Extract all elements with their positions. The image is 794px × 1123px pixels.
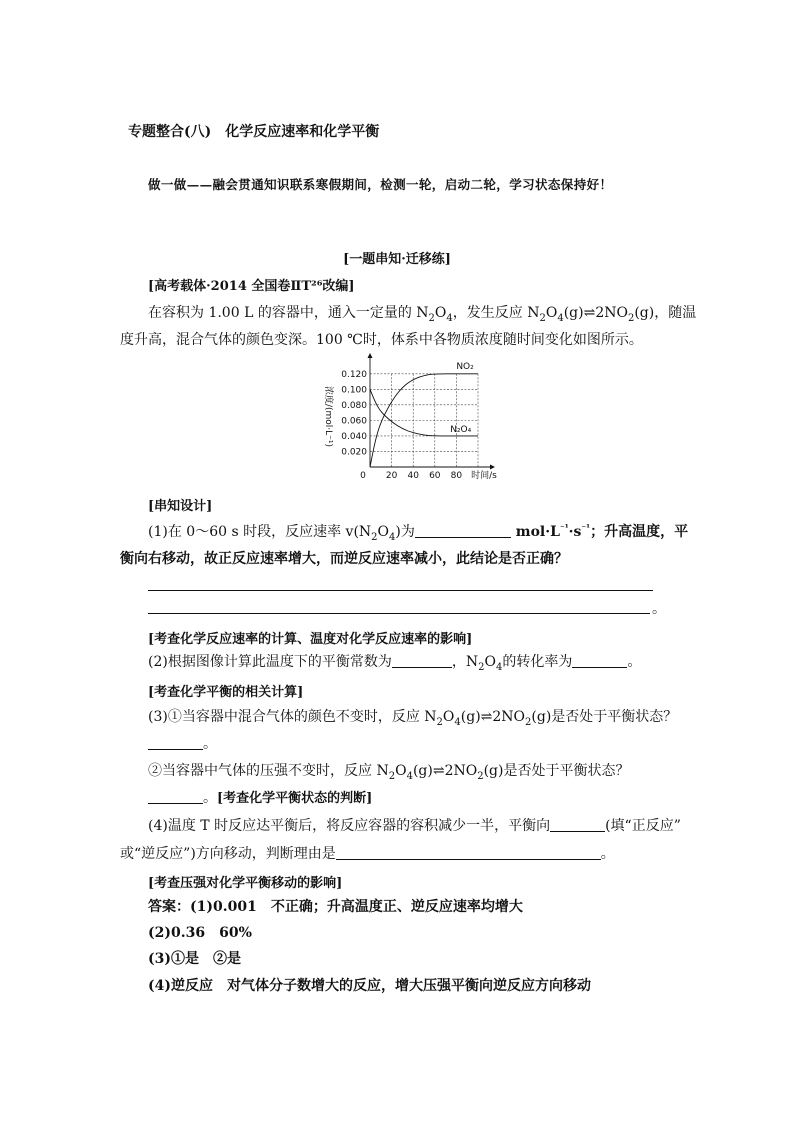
question-4-line-2: 或“逆反应”)方向移动，判断理由是 。 xyxy=(120,846,615,862)
question-3-part-1: (3)①当容器中混合气体的颜色不变时，反应 $N_2O_4(g)\rightleftharpoons 2NO_2(g)$是否处于平衡状态？ xyxy=(148,709,678,728)
answer-4: (4)逆反应 对气体分子数增大的反应，增大压强平衡向逆反应方向移动 xyxy=(148,978,591,994)
answer-blank-4[interactable] xyxy=(148,735,203,750)
concentration-time-chart xyxy=(318,352,508,487)
answer-blank-7[interactable] xyxy=(336,845,601,860)
topic-tag: [考查化学平衡的相关计算] xyxy=(148,685,304,700)
period: 。 xyxy=(652,601,666,617)
answer-line[interactable] xyxy=(148,590,653,591)
intro-line-1: 在容积为 1.00 L 的容器中，通入一定量的 $N_2O_4$，发生反应 $N_2O_4(g)\rightleftharpoons 2NO_2(g)$，随温 xyxy=(148,305,697,324)
question-3-answer-2: 。[考查化学平衡状态的判断] xyxy=(148,787,372,807)
question-3-part-2: ②当容器中气体的压强不变时，反应 $N_2O_4(g)\rightleftharpoons 2NO_2(g)$是否处于平衡状态？ xyxy=(148,763,630,782)
x-tick-label: 20 xyxy=(385,471,398,481)
answer-blank-3[interactable] xyxy=(572,653,627,668)
x-tick-label: 80 xyxy=(450,471,463,481)
topic-tag: [考查压强对化学平衡移动的影响] xyxy=(148,876,343,891)
series-label: N₂O₄ xyxy=(450,424,472,435)
answer-blank-5[interactable] xyxy=(148,789,203,804)
question-1-line-1: (1)在 0～60 s 时段，反应速率 $v(N_2O_4)$为 $mol\cdot L^{^{-1}}\cdot s^{^{-1}}$；升高温度，平 xyxy=(148,523,689,543)
x-axis-label: 时间/s xyxy=(471,471,497,481)
intro-line-2: 度升高，混合气体的颜色变深。100 ℃时，体系中各物质浓度随时间变化如图所示。 xyxy=(120,332,643,348)
equilibrium-arrow-icon: ⇌ xyxy=(432,763,445,779)
y-tick-label: 0.080 xyxy=(341,400,367,411)
question-2: (2)根据图像计算此温度下的平衡常数为 ，$N_2O_4$的转化率为 。 xyxy=(148,654,642,673)
page-title: 专题整合(八) 化学反应速率和化学平衡 xyxy=(128,124,380,140)
y-tick-label: 0.060 xyxy=(341,416,367,427)
design-label: [串知设计] xyxy=(148,499,213,514)
answer-blank-2[interactable] xyxy=(392,653,452,668)
question-4-line-1: (4)温度 T 时反应达平衡后，将反应容器的容积减少一半，平衡向 (填“正反应” xyxy=(148,818,681,834)
answer-blank-1[interactable] xyxy=(415,523,511,538)
answer-3: (3)①是 ②是 xyxy=(148,951,241,967)
x-tick-label: 0 xyxy=(360,471,366,481)
question-3-answer-1: 。 xyxy=(148,733,217,753)
y-axis-arrow-icon xyxy=(368,353,373,358)
equilibrium-arrow-icon: ⇌ xyxy=(480,709,493,725)
topic-tag: [考查化学反应速率的计算、温度对化学反应速率的影响] xyxy=(148,632,473,647)
answer-blank-6[interactable] xyxy=(550,817,605,832)
question-1-line-2: 衡向右移动，故正反应速率增大，而逆反应速率减小，此结论是否正确？ xyxy=(120,551,568,567)
motto-line: 做一做——融会贯通知识联系寒假期间，检测一轮，启动二轮，学习状态保持好！ xyxy=(148,177,613,192)
answer-2: (2)0.36 60% xyxy=(148,925,252,941)
x-tick-label: 40 xyxy=(407,471,419,481)
answer-line[interactable] xyxy=(148,613,650,614)
y-axis-label: 浓度/(mol·L⁻¹) xyxy=(323,385,333,448)
y-tick-label: 0.120 xyxy=(341,369,367,380)
equilibrium-arrow-icon: ⇌ xyxy=(583,305,596,321)
source-tag: [高考载体·2014 全国卷ⅡT²⁶改编] xyxy=(148,279,355,294)
y-tick-label: 0.040 xyxy=(341,431,367,442)
answer-1: 答案：(1)0.001 不正确；升高温度正、逆反应速率均增大 xyxy=(148,899,523,915)
series-label: NO₂ xyxy=(456,361,474,372)
y-tick-label: 0.020 xyxy=(341,447,367,458)
y-tick-label: 0.100 xyxy=(341,385,367,396)
x-axis-arrow-icon xyxy=(490,465,495,470)
section-heading: [一题串知·迁移练] xyxy=(343,252,451,267)
x-tick-label: 60 xyxy=(429,471,441,481)
